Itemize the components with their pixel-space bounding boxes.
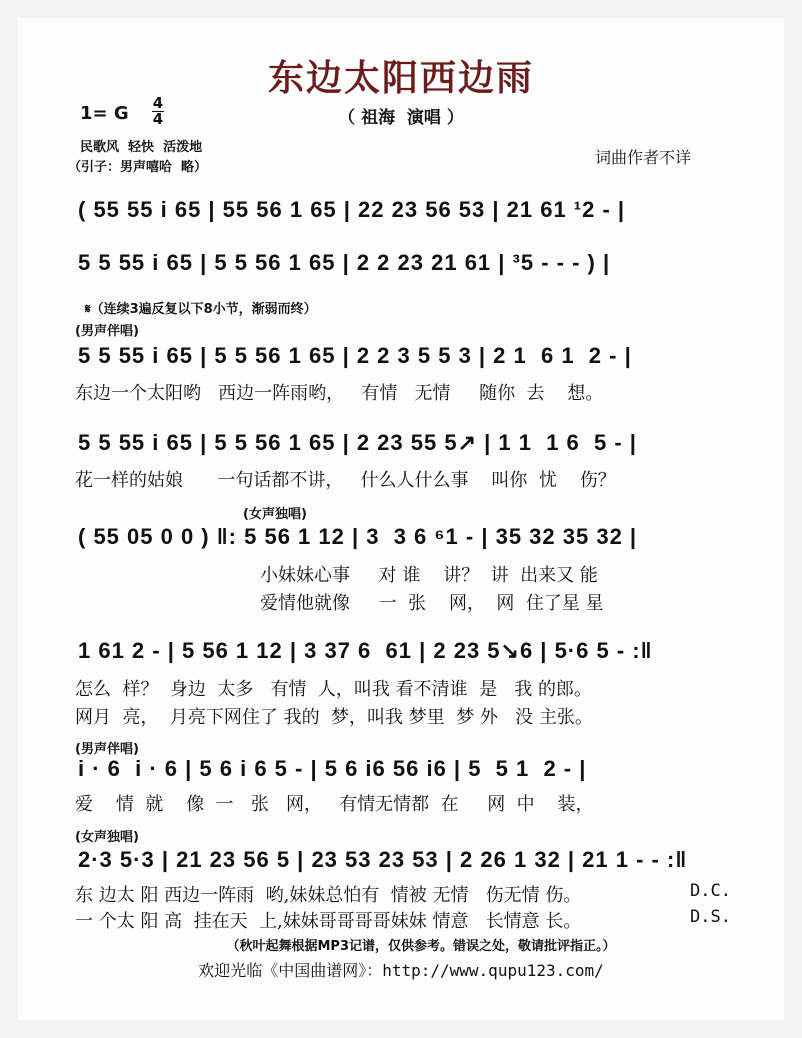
- lyrics-row-8-verse-2: 一 个太 阳 高 挂在天 上,妹妹哥哥哥哥妹妹 情意 长情意 长。: [75, 911, 582, 932]
- notation-row-6: 1 61 2 - | 5 56 1 12 | 3 37 6 61 | 2 23 5↘6 | 5·6 5 - :‖: [78, 638, 653, 663]
- time-signature: [152, 96, 164, 127]
- male-label: (男声伴唱): [75, 324, 139, 339]
- transcription-note: （秋叶起舞根据MP3记谱，仅供参考。错误之处，敬请批评指正。）: [226, 939, 616, 954]
- notation-row-7: i · 6 i · 6 | 5 6 i 6 5 - | 5 6 i6 56 i6 | 5 5 1 2 - |: [78, 756, 587, 781]
- notation-row-2: 5 5 55 i 65 | 5 5 56 1 65 | 2 2 23 21 61 | ³5 - - - ) |: [78, 250, 611, 275]
- time-bottom: 4: [152, 110, 164, 128]
- time-top: 4: [152, 94, 164, 112]
- key-signature: 1= G: [80, 103, 129, 124]
- notation-row-8: 2·3 5·3 | 21 23 56 5 | 23 53 23 53 | 2 26 1 32 | 21 1 - - :‖: [78, 847, 688, 872]
- notation-row-1: ( 55 55 i 65 | 55 56 1 65 | 22 23 56 53 | 21 61 ¹2 - |: [78, 197, 626, 222]
- male-label: (男声伴唱): [75, 742, 139, 757]
- lyrics-row-7: 爱 情 就 像 一 张 网， 有情无情都 在 网 中 装，: [75, 794, 594, 815]
- lyrics-row-5-verse-2: 爱情他就像 一 张 网， 网 住了星 星: [260, 593, 604, 614]
- female-label: (女声独唱): [75, 830, 139, 845]
- author-credit: 词曲作者不详: [595, 148, 692, 167]
- lyrics-row-4: 花一样的姑娘 一句话都不讲， 什么人什么事 叫你 忧 伤？: [75, 470, 616, 491]
- segno-note: 𝄋（连续3遍反复以下8小节，渐弱而终）: [85, 302, 317, 317]
- female-label: (女声独唱): [243, 507, 307, 522]
- dc-marking: D.C.: [690, 881, 731, 901]
- notation-row-4: 5 5 55 i 65 | 5 5 56 1 65 | 2 23 55 5↗ | 1 1 1 6 5 - |: [78, 430, 637, 455]
- lyrics-row-5-verse-1: 小妹妹心事 对 谁 讲？ 讲 出来又 能: [260, 565, 598, 586]
- singer-credit: （ 祖海 演唱 ）: [338, 108, 464, 128]
- notation-row-5: ( 55 05 0 0 ) ‖: 5 56 1 12 | 3 3 6 ⁶1 - | 35 32 35 32 |: [78, 524, 638, 549]
- lyrics-row-6-verse-1: 怎么 样？ 身边 太多 有情 人，叫我 看不清谁 是 我 的郎。: [75, 679, 592, 700]
- intro-note: （引子：男声嘻哈 略）: [68, 160, 208, 175]
- website-link[interactable]: 欢迎光临《中国曲谱网》：http://www.qupu123.com/: [198, 961, 604, 980]
- song-title: 东边太阳西边雨: [267, 58, 534, 99]
- ds-marking: D.S.: [690, 907, 731, 927]
- lyrics-row-3: 东边一个太阳哟 西边一阵雨哟， 有情 无情 随你 去 想。: [75, 383, 604, 404]
- notation-row-3: 5 5 55 i 65 | 5 5 56 1 65 | 2 2 3 5 5 3 | 2 1 6 1 2 - |: [78, 343, 632, 368]
- lyrics-row-8-verse-1: 东 边太 阳 西边一阵雨 哟,妹妹总怕有 情被 无情 伤无情 伤。: [75, 885, 582, 906]
- style-marking: 民歌风 轻快 活泼地: [80, 140, 203, 155]
- lyrics-row-6-verse-2: 网月 亮， 月亮下网住了 我的 梦，叫我 梦里 梦 外 没 主张。: [75, 707, 593, 728]
